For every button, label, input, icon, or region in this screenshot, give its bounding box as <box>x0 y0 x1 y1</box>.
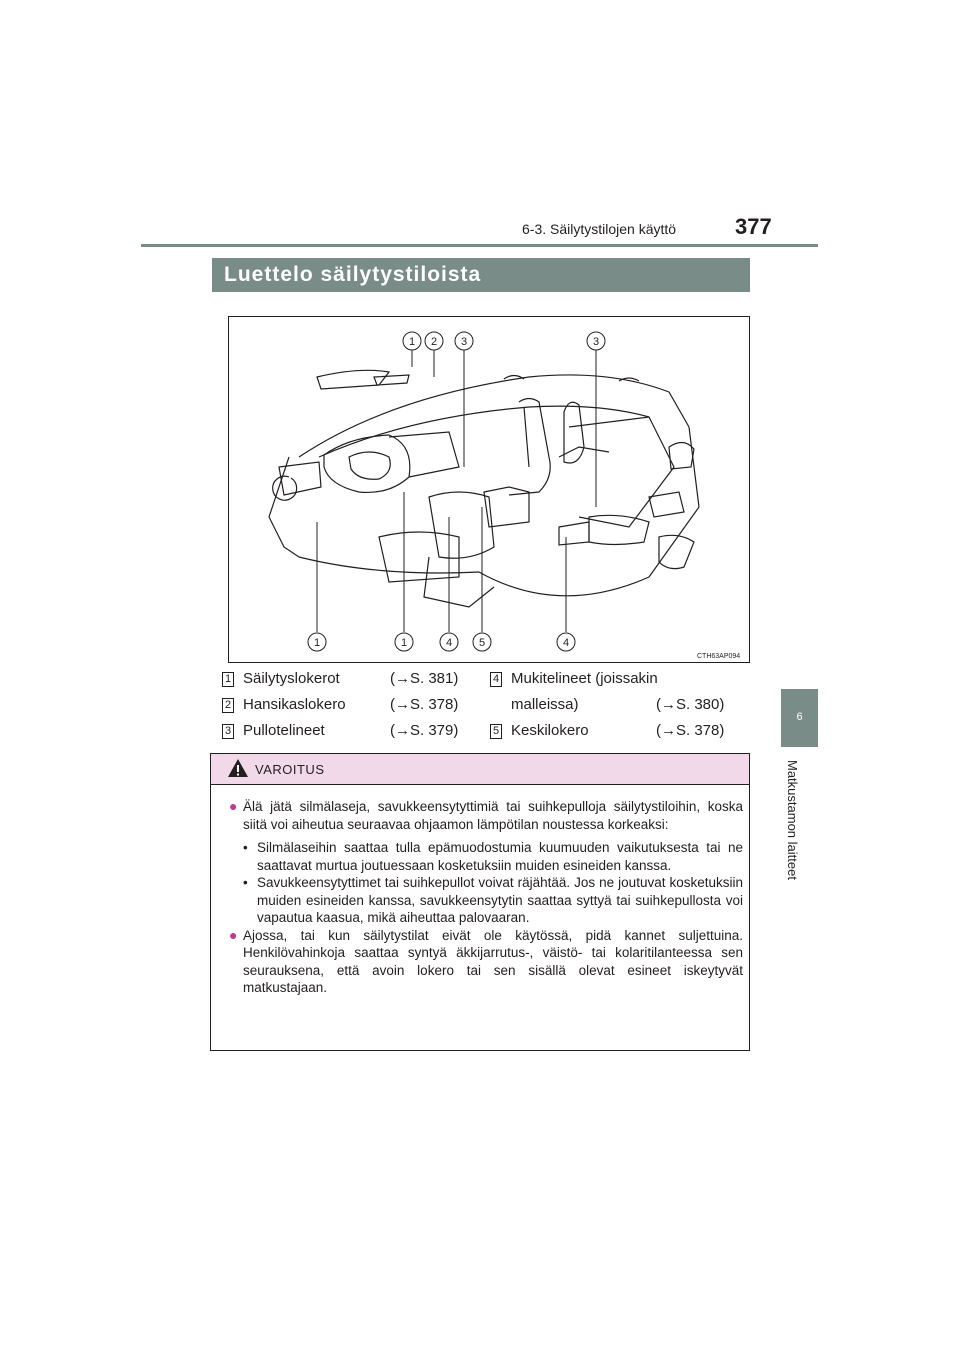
callout-label: 1 <box>400 637 408 649</box>
legend-label: malleissa) <box>511 696 579 713</box>
legend-item <box>222 722 472 748</box>
warning-subitem-text: Savukkeensytyttimet tai suihkepullot voivat räjähtää. Jos ne joutuvat kosketuksiin muiden esineiden kanssa, savukkeensytytin saattaa syttyä tai suihkepullosta voi vapautua kaasua, mikä aiheuttaa palovaaran. <box>257 875 743 925</box>
warning-body <box>229 798 743 1003</box>
legend-label: Säilytyslokerot <box>243 670 340 687</box>
warning-paragraph <box>229 798 743 833</box>
page-number: 377 <box>735 214 772 239</box>
small-bullet-icon: • <box>243 840 248 855</box>
chapter-title: 6-3. Säilytystilojen käyttö <box>522 221 677 237</box>
chapter-tab-number: 6 <box>796 711 803 723</box>
legend-page-ref: (→S. 381) <box>390 670 459 687</box>
legend-item <box>490 722 750 748</box>
legend-label: Keskilokero <box>511 722 589 739</box>
warning-title: VAROITUS <box>255 762 325 777</box>
chapter-tab <box>781 689 818 747</box>
warning-subitem <box>229 839 743 874</box>
warning-triangle-icon <box>227 758 249 778</box>
warning-subitem <box>229 874 743 927</box>
legend-left <box>222 670 472 748</box>
callout-label: 3 <box>460 336 468 348</box>
warning-paragraph <box>229 927 743 997</box>
legend-item <box>222 696 472 722</box>
figure-code: CTH63AP094 <box>697 653 741 660</box>
legend-page-ref: (→S. 378) <box>656 722 725 739</box>
small-bullet-icon: • <box>243 875 248 890</box>
legend-right <box>490 670 750 748</box>
legend-number-box: 3 <box>222 724 234 739</box>
callout-label: 4 <box>562 637 570 649</box>
callout-label: 4 <box>445 637 453 649</box>
warning-header <box>211 754 749 785</box>
legend-page-ref: (→S. 378) <box>390 696 459 713</box>
legend-page-ref: (→S. 379) <box>390 722 459 739</box>
callout-label: 1 <box>313 637 321 649</box>
legend-number-box: 2 <box>222 698 234 713</box>
callout-label: 2 <box>430 336 438 348</box>
interior-illustration <box>228 316 750 663</box>
legend-label: Pullotelineet <box>243 722 325 739</box>
legend-number-box: 5 <box>490 724 502 739</box>
section-heading-bar <box>212 258 750 292</box>
warning-box <box>210 753 750 1051</box>
legend-item <box>490 670 750 696</box>
legend-label: Mukitelineet (joissakin <box>511 670 658 687</box>
legend-item <box>222 670 472 696</box>
legend-number-box: 1 <box>222 672 234 687</box>
warning-paragraph-text: Ajossa, tai kun säilytystilat eivät ole käytössä, pidä kannet suljettuina. Henkilövahinkoja saattaa syntyä äkkijarrutus-, väistö- tai kolaritilanteessa sen seurauksena, että avoin lokero tai sen sisällä olevat esineet iskeytyvät matkustajaan. <box>243 927 743 995</box>
legend-item-continued <box>490 696 750 722</box>
chapter-tab-label: Matkustamon laitteet <box>785 760 800 880</box>
callout-label: 1 <box>408 336 416 348</box>
warning-paragraph-text: Älä jätä silmälaseja, savukkeensytyttimiä tai suihkepulloja säilytystiloihin, koska siitä voi aiheutua seuraavaa ohjaamon lämpötilan noustessa korkeaksi: <box>243 799 743 832</box>
car-interior-drawing <box>229 317 749 662</box>
legend-page-ref: (→S. 380) <box>656 696 725 713</box>
bullet-dot-icon: ● <box>229 926 238 943</box>
callout-label: 5 <box>478 637 486 649</box>
header-rule <box>141 244 818 247</box>
warning-subitem-text: Silmälaseihin saattaa tulla epämuodostumia kuumuuden vaikutuksesta tai ne saattavat murtua joutuessaan kosketuksiin muiden esineiden kanssa. <box>257 840 743 873</box>
legend-label: Hansikaslokero <box>243 696 346 713</box>
callout-label: 3 <box>592 336 600 348</box>
section-title: Luettelo säilytystiloista <box>224 263 482 286</box>
bullet-dot-icon: ● <box>229 798 238 814</box>
legend-number-box: 4 <box>490 672 502 687</box>
